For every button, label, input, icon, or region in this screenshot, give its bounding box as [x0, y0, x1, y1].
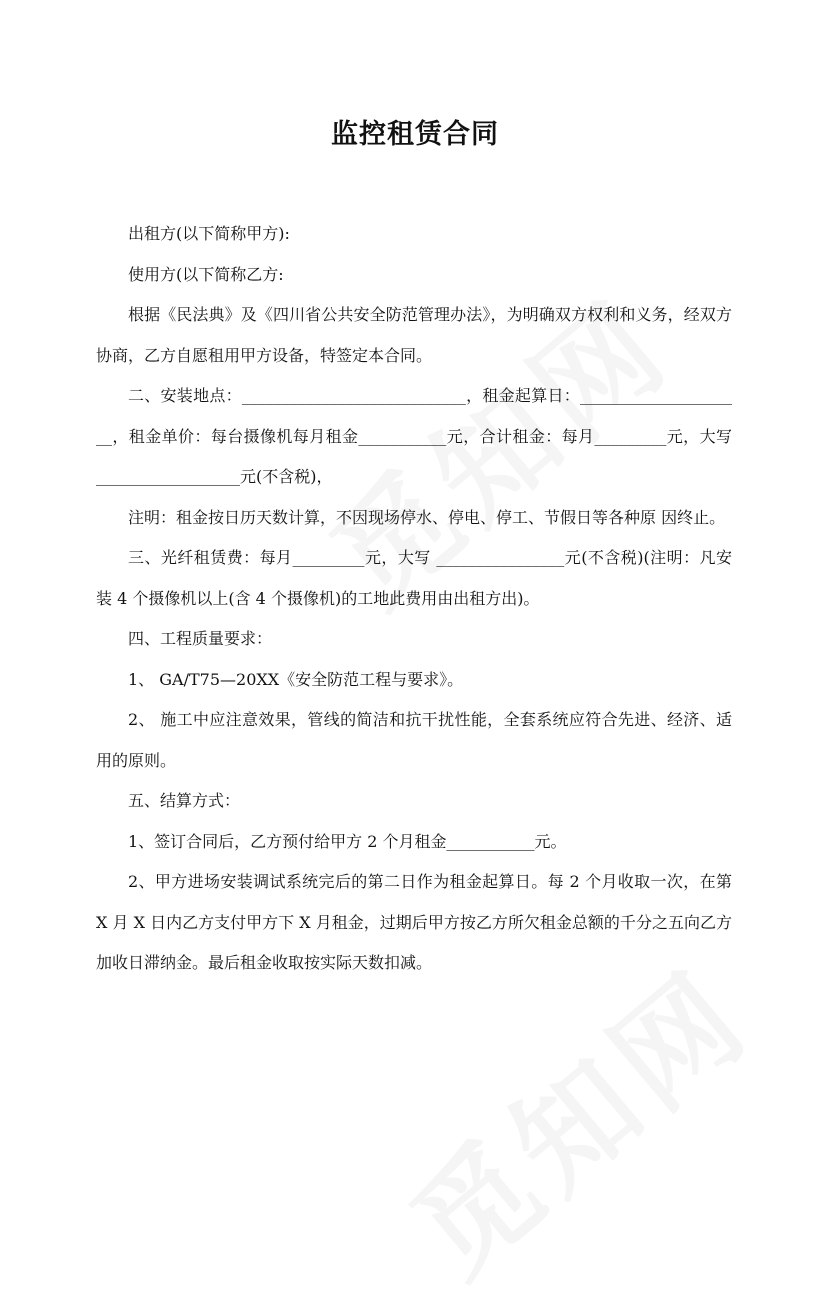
- paragraph-lessee: 使用方(以下简称乙方:: [128, 264, 284, 284]
- section-heading-settlement: 五、结算方式：: [128, 791, 241, 810]
- paragraph-settlement-1: 1、签订合同后，乙方预付给甲方 2 个月租金___________元。: [128, 831, 567, 851]
- paragraph-rent-note: 注明：租金按日历天数计算，不因现场停水、停电、停工、节假日等各种原 因终止。: [128, 507, 726, 527]
- paragraph-quality-2: 2、 施工中应注意效果，管线的简洁和抗干扰性能，全套系统应符合先进、经济、适用的原则。: [96, 710, 732, 770]
- paragraph-quality-1: 1、 GA/T75—20XX《安全防范工程与要求》。: [128, 669, 464, 689]
- paragraph-preamble: 根据《民法典》及《四川省公共安全防范管理办法》，为明确双方权利和义务，经双方协商，乙方自愿租用甲方设备，特签定本合同。: [96, 305, 732, 365]
- document-body: [96, 214, 732, 984]
- paragraph-settlement-2: 2、甲方进场安装调试系统完后的第二日作为租金起算日。每 2 个月收取一次，在第 X 月 X 日内乙方支付甲方下 X 月租金，过期后甲方按乙方所欠租金总额的千分之五向乙方加收日滞纳金。最后租金收取按实际天数扣减。: [96, 872, 732, 972]
- paragraph-lessor: 出租方(以下简称甲方):: [128, 224, 290, 243]
- section-heading-quality: 四、工程质量要求：: [128, 629, 273, 648]
- paragraph-fiber-fee: 三、光纤租赁费：每月_________元，大写 ________________元(不含税)(注明：凡安装 4 个摄像机以上(含 4 个摄像机)的工地此费用由出租方出)。: [96, 548, 732, 608]
- page-title: 监控租赁合同: [331, 119, 499, 150]
- paragraph-install-location: 二、安装地点：____________________________，租金起算日：_____________________，租金单价：每台摄像机每月租金___________元，合计租金：每月_________元，大写 __________________元(不含税)，: [96, 386, 732, 486]
